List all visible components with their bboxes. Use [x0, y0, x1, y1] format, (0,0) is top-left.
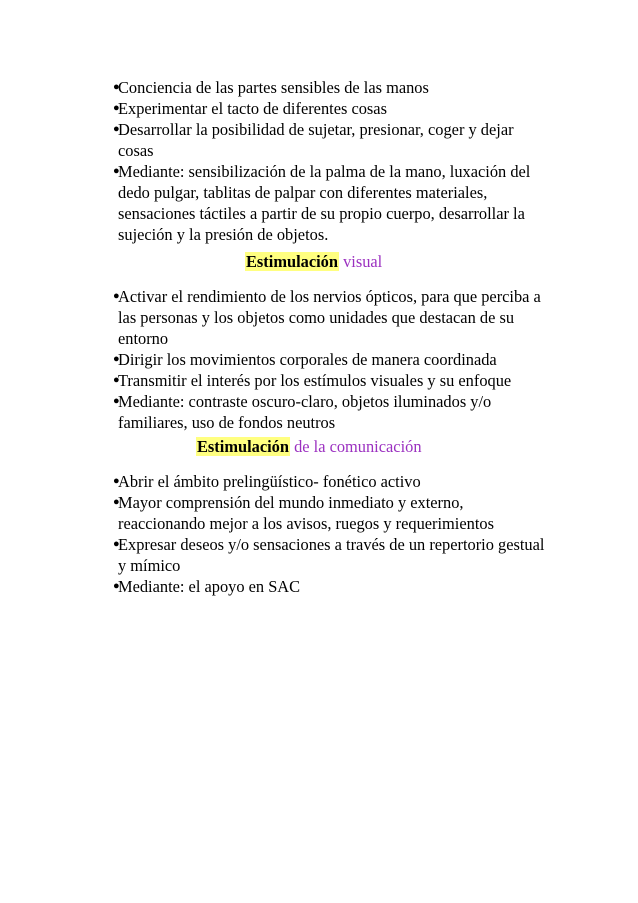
list-item	[0, 492, 548, 534]
list-item	[0, 471, 548, 492]
list-item-text: Transmitir el interés por los estímulos visuales y su enfoque	[118, 371, 512, 390]
bullet-icon: ●	[113, 353, 120, 365]
heading-rest: visual	[338, 252, 383, 271]
list-item-text: Mayor comprensión del mundo inmediato y externo, reaccionando mejor a los avisos, ruegos y requerimientos	[118, 493, 494, 533]
bullet-icon: ●	[113, 81, 120, 93]
communication-stimulation-list-section	[0, 471, 638, 597]
list-item-text: Dirigir los movimientos corporales de manera coordinada	[118, 350, 497, 369]
bullet-icon: ●	[113, 395, 120, 407]
list-item	[0, 349, 548, 370]
list-item-text: Expresar deseos y/o sensaciones a través de un repertorio gestual y mímico	[118, 535, 545, 575]
list-item-text: Mediante: el apoyo en SAC	[118, 577, 301, 596]
bullet-icon: ●	[113, 102, 120, 114]
list-item-text: Experimentar el tacto de diferentes cosas	[118, 99, 387, 118]
section-heading-communication	[196, 436, 422, 457]
list-item	[0, 370, 548, 391]
bullet-icon: ●	[113, 496, 120, 508]
list-item	[0, 534, 548, 576]
bullet-icon: ●	[113, 538, 120, 550]
list-item	[0, 391, 548, 433]
tactile-stimulation-list	[0, 77, 638, 245]
bullet-icon: ●	[113, 290, 120, 302]
bullet-icon: ●	[113, 123, 120, 135]
visual-stimulation-list-section	[0, 286, 638, 433]
list-item	[0, 98, 548, 119]
bullet-icon: ●	[113, 374, 120, 386]
list-item	[0, 77, 548, 98]
communication-stimulation-list	[0, 471, 638, 597]
list-item-text: Desarrollar la posibilidad de sujetar, presionar, coger y dejar cosas	[118, 120, 514, 160]
list-item-text: Abrir el ámbito prelingüístico- fonético activo	[118, 472, 421, 491]
bullet-icon: ●	[113, 580, 120, 592]
tactile-stimulation-list-section	[0, 77, 638, 245]
bullet-icon: ●	[113, 165, 120, 177]
list-item-text: Mediante: sensibilización de la palma de la mano, luxación del dedo pulgar, tablitas de palpar con diferentes materiales, sensaciones táctiles a partir de su propio cuerpo, desarrollar la sujeción y la presión de objetos.	[118, 162, 531, 244]
list-item-text: Conciencia de las partes sensibles de las manos	[118, 78, 429, 97]
section-heading-visual	[245, 251, 382, 272]
list-item	[0, 576, 548, 597]
list-item	[0, 119, 548, 161]
bullet-icon: ●	[113, 475, 120, 487]
list-item	[0, 286, 548, 349]
heading-highlight: Estimulación	[246, 252, 338, 271]
list-item-text: Mediante: contraste oscuro-claro, objetos iluminados y/o familiares, uso de fondos neutros	[118, 392, 492, 432]
heading-rest: de la comunicación	[289, 437, 422, 456]
heading-highlight: Estimulación	[197, 437, 289, 456]
list-item	[0, 161, 548, 245]
list-item-text: Activar el rendimiento de los nervios ópticos, para que perciba a las personas y los objetos como unidades que destacan de su entorno	[118, 287, 541, 348]
visual-stimulation-list	[0, 286, 638, 433]
